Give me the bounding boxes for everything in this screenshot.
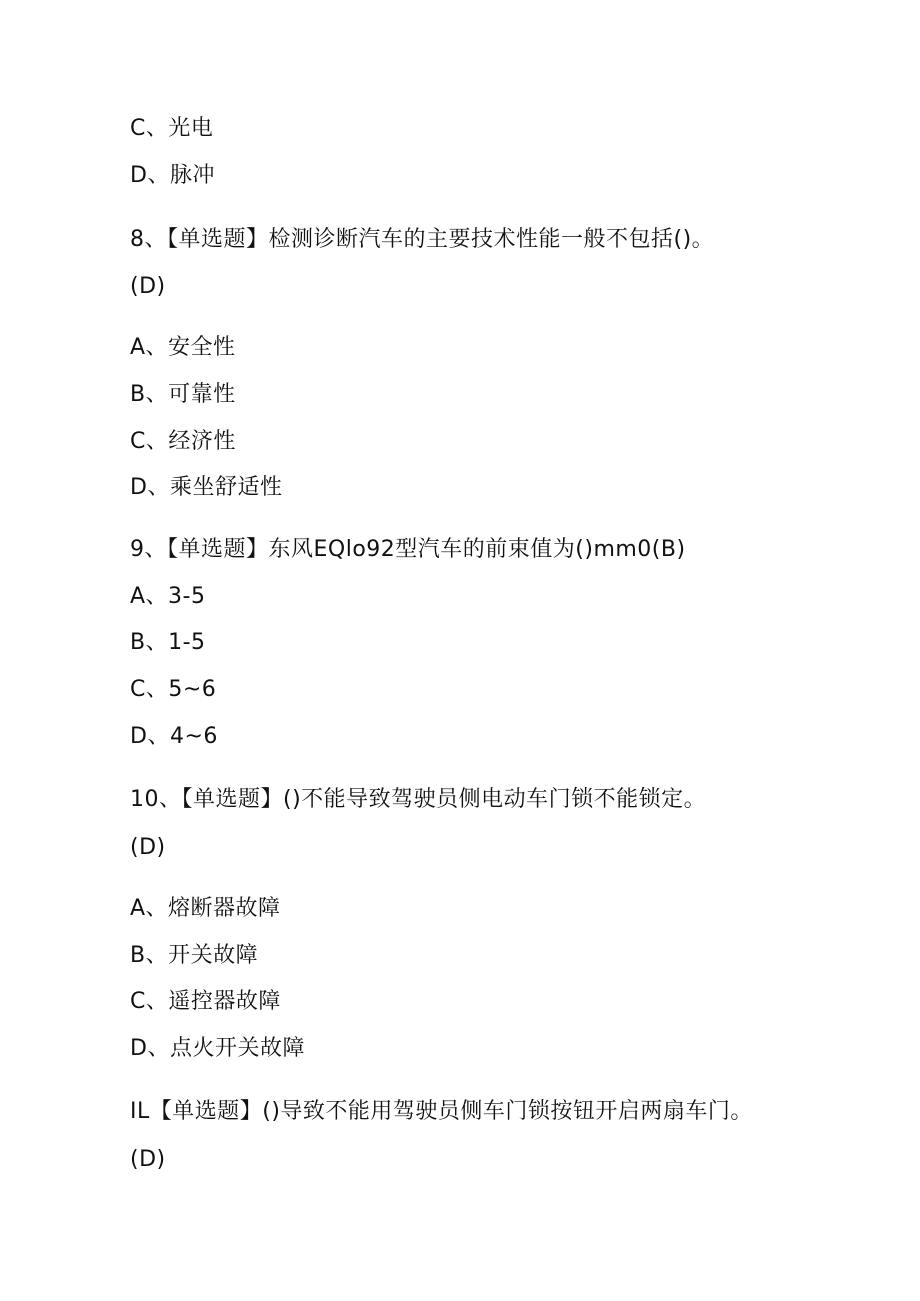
q7-option-c: C、光电 [130, 116, 214, 141]
q9-option-d: D、4~6 [130, 724, 218, 749]
q10-option-b: B、开关故障 [130, 943, 259, 968]
q11-answer: (D) [130, 1147, 166, 1172]
q10-answer: (D) [130, 835, 166, 860]
q7-option-d: D、脉冲 [130, 163, 215, 188]
q10-option-c: C、遥控器故障 [130, 989, 281, 1014]
q8-option-d: D、乘坐舒适性 [130, 475, 283, 500]
q8-answer: (D) [130, 274, 166, 299]
q10-option-d: D、点火开关故障 [130, 1036, 305, 1061]
q11-question: IL【单选题】()导致不能用驾驶员侧车门锁按钮开启两扇车门。 [130, 1099, 753, 1124]
q9-option-b: B、1-5 [130, 630, 206, 655]
q9-option-a: A、3-5 [130, 584, 206, 609]
q8-option-a: A、安全性 [130, 335, 236, 360]
q10-option-a: A、熔断器故障 [130, 896, 281, 921]
q8-option-c: C、经济性 [130, 429, 236, 454]
q8-question: 8、【单选题】检测诊断汽车的主要技术性能一般不包括()。 [130, 227, 715, 252]
q8-option-b: B、可靠性 [130, 382, 236, 407]
q9-option-c: C、5~6 [130, 677, 217, 702]
q10-question: 10、【单选题】()不能导致驾驶员侧电动车门锁不能锁定。 [130, 787, 707, 812]
q9-question: 9、【单选题】东风EQlo92型汽车的前束值为()mm0(B) [130, 537, 686, 562]
